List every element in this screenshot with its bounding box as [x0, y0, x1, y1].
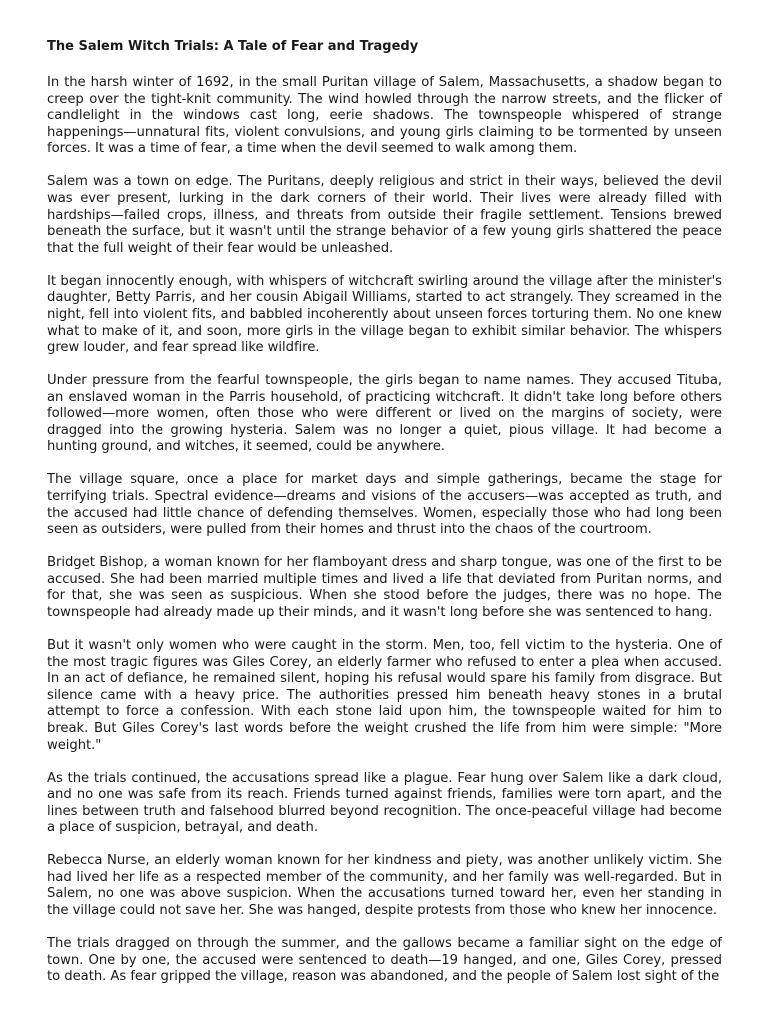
paragraph: The trials dragged on through the summer, and the gallows became a familiar sight on the edge of town. One by one, the accused were sentenced to death—19 hanged, and one, Giles Corey, pressed to death. As fear gripped the village, reason was abandoned, and the people of Salem lost sight of the	[47, 936, 722, 985]
document-title: The Salem Witch Trials: A Tale of Fear and Tragedy	[47, 39, 419, 54]
paragraph: Under pressure from the fearful townspeople, the girls began to name names. They accused Tituba, an enslaved woman in the Parris household, of practicing witchcraft. It didn't take long before others followed—more women, often those who were different or lived on the margins of society, were dragged into the growing hysteria. Salem was no longer a quiet, pious village. It had become a hunting ground, and witches, it seemed, could be anywhere.	[47, 373, 722, 455]
paragraph: But it wasn't only women who were caught in the storm. Men, too, fell victim to the hysteria. One of the most tragic figures was Giles Corey, an elderly farmer who refused to enter a plea when accused. In an act of defiance, he remained silent, hoping his refusal would spare his family from disgrace. But silence came with a heavy price. The authorities pressed him beneath heavy stones in a brutal attempt to force a confession. With each stone laid upon him, the townspeople waited for him to break. But Giles Corey's last words before the weight crushed the life from him were simple: "More weight."	[47, 637, 722, 753]
paragraph: Salem was a town on edge. The Puritans, deeply religious and strict in their ways, believed the devil was ever present, lurking in the dark corners of their world. Their lives were already filled with hardships—failed crops, illness, and threats from outside their fragile settlement. Tensions brewed beneath the surface, but it wasn't until the strange behavior of a few young girls shattered the peace that the full weight of their fear would be unleashed.	[47, 174, 722, 256]
paragraph: As the trials continued, the accusations spread like a plague. Fear hung over Salem like a dark cloud, and no one was safe from its reach. Friends turned against friends, families were torn apart, and the lines between truth and falsehood blurred beyond recognition. The once-peaceful village had become a place of suspicion, betrayal, and death.	[47, 770, 722, 836]
document-page	[47, 38, 722, 986]
paragraph: The village square, once a place for market days and simple gatherings, became the stage for terrifying trials. Spectral evidence—dreams and visions of the accusers—was accepted as truth, and the accused had little chance of defending themselves. Women, especially those who had long been seen as outsiders, were pulled from their homes and thrust into the chaos of the courtroom.	[47, 472, 722, 538]
paragraph: Rebecca Nurse, an elderly woman known for her kindness and piety, was another unlikely victim. She had lived her life as a respected member of the community, and her family was well-regarded. But in Salem, no one was above suspicion. When the accusations turned toward her, even her standing in the village could not save her. She was hanged, despite protests from those who knew her innocence.	[47, 853, 722, 919]
paragraph: It began innocently enough, with whispers of witchcraft swirling around the village after the minister's daughter, Betty Parris, and her cousin Abigail Williams, started to act strangely. They screamed in the night, fell into violent fits, and babbled incoherently about unseen forces torturing them. No one knew what to make of it, and soon, more girls in the village began to exhibit similar behavior. The whispers grew louder, and fear spread like wildfire.	[47, 273, 722, 356]
paragraph: In the harsh winter of 1692, in the small Puritan village of Salem, Massachusetts, a shadow began to creep over the tight-knit community. The wind howled through the narrow streets, and the flicker of candlelight in the windows cast long, eerie shadows. The townspeople whispered of strange happenings—unnatural fits, violent convulsions, and young girls claiming to be tormented by unseen forces. It was a time of fear, a time when the devil seemed to walk among them.	[47, 75, 722, 157]
paragraph: Bridget Bishop, a woman known for her flamboyant dress and sharp tongue, was one of the first to be accused. She had been married multiple times and lived a life that deviated from Puritan norms, and for that, she was seen as suspicious. When she stood before the judges, there was no hope. The townspeople had already made up their minds, and it wasn't long before she was sentenced to hang.	[47, 555, 722, 620]
